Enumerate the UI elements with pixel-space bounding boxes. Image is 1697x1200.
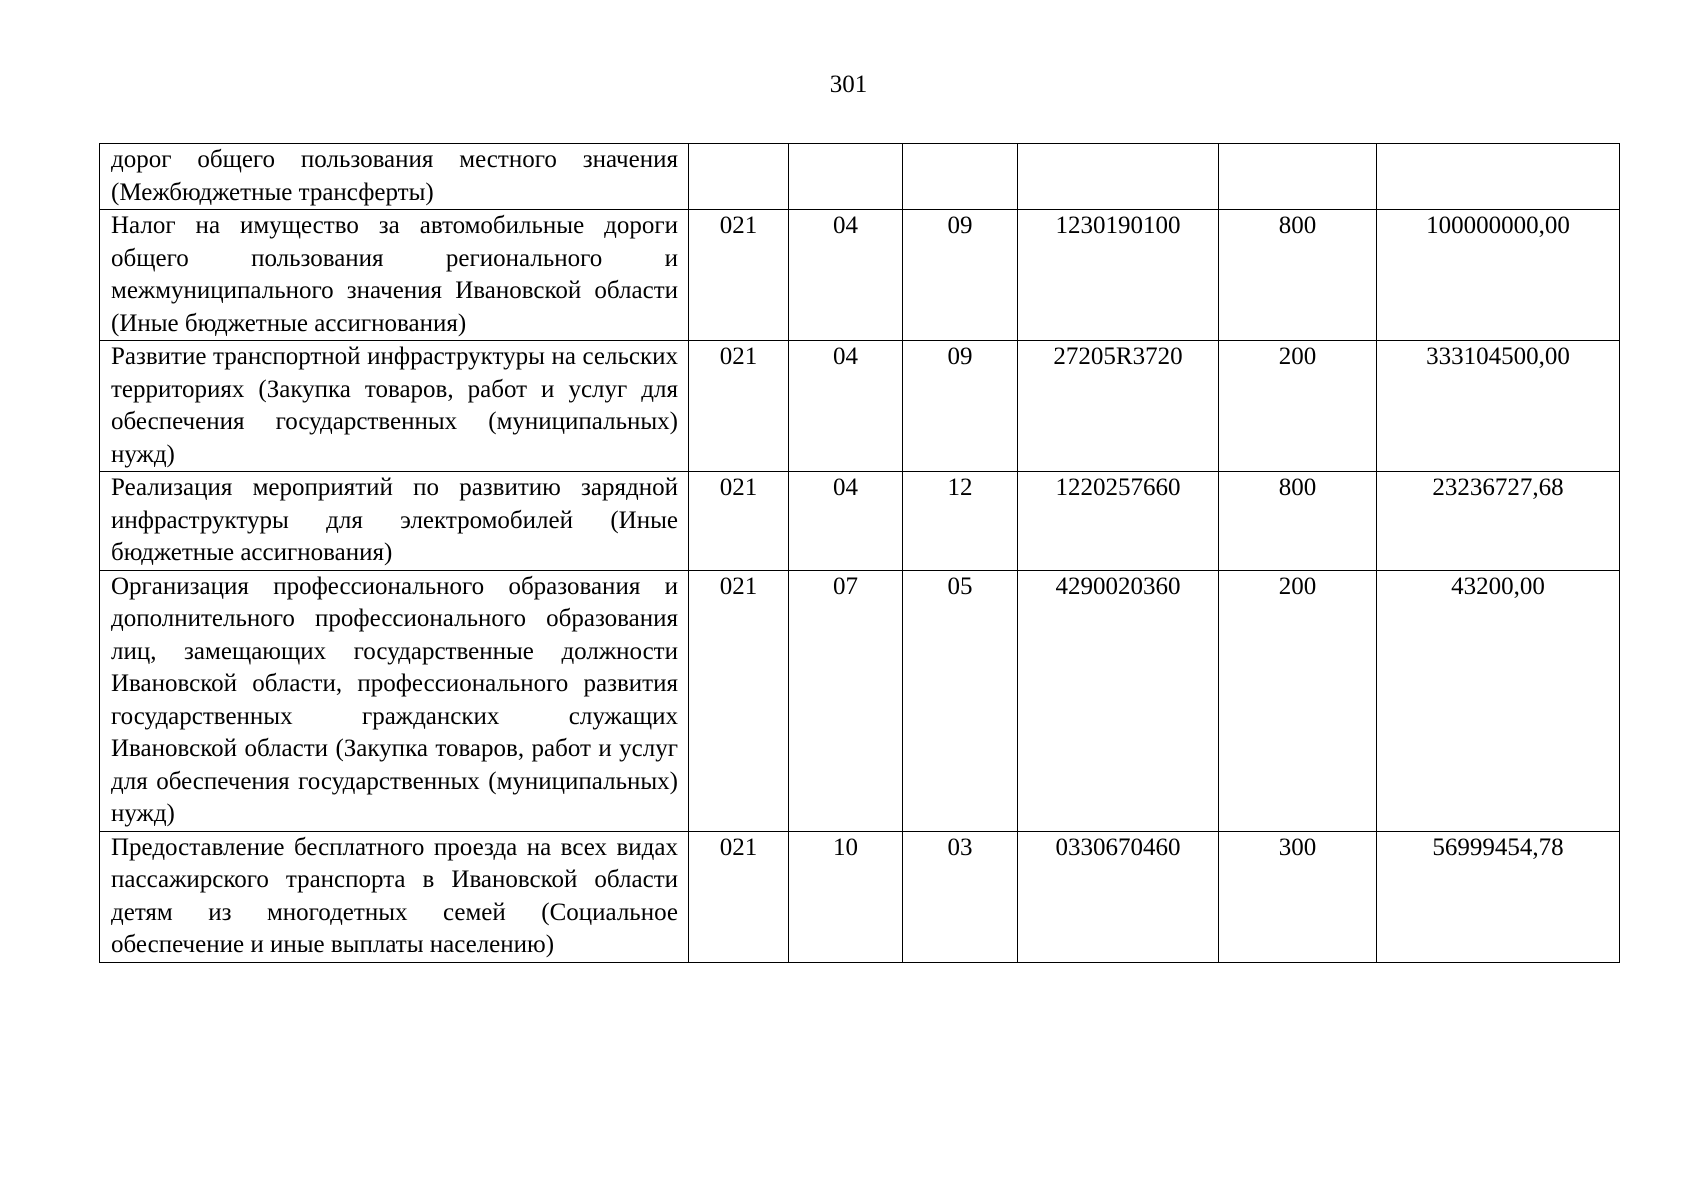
subsection-code	[903, 144, 1018, 210]
subsection-code: 09	[903, 210, 1018, 341]
table-row	[100, 472, 1620, 571]
table-row	[100, 831, 1620, 962]
subsection-code: 05	[903, 570, 1018, 831]
amount: 100000000,00	[1377, 210, 1620, 341]
subsection-code: 09	[903, 341, 1018, 472]
ministry-code: 021	[689, 210, 789, 341]
section-code: 04	[789, 341, 903, 472]
row-description: дорог общего пользования местного значения (Межбюджетные трансферты)	[100, 144, 689, 210]
budget-table	[99, 143, 1620, 963]
ministry-code: 021	[689, 341, 789, 472]
table-row	[100, 210, 1620, 341]
subsection-code: 03	[903, 831, 1018, 962]
row-description: Организация профессионального образования и дополнительного профессионального образования лиц, замещающих государственные должности Ивановской области, профессионального развития государственных гражданских служащих Ивановской области (Закупка товаров, работ и услуг для обеспечения государственных (муниципальных) нужд)	[100, 570, 689, 831]
section-code: 07	[789, 570, 903, 831]
amount: 23236727,68	[1377, 472, 1620, 571]
amount: 333104500,00	[1377, 341, 1620, 472]
target-article-code	[1018, 144, 1219, 210]
row-description: Реализация мероприятий по развитию зарядной инфраструктуры для электромобилей (Иные бюджетные ассигнования)	[100, 472, 689, 571]
expense-type-code: 200	[1219, 570, 1377, 831]
expense-type-code: 300	[1219, 831, 1377, 962]
target-article-code: 1220257660	[1018, 472, 1219, 571]
section-code: 10	[789, 831, 903, 962]
expense-type-code	[1219, 144, 1377, 210]
amount: 56999454,78	[1377, 831, 1620, 962]
table-row	[100, 570, 1620, 831]
ministry-code: 021	[689, 570, 789, 831]
amount	[1377, 144, 1620, 210]
expense-type-code: 800	[1219, 472, 1377, 571]
row-description: Налог на имущество за автомобильные дороги общего пользования регионального и межмуниципального значения Ивановской области (Иные бюджетные ассигнования)	[100, 210, 689, 341]
target-article-code: 0330670460	[1018, 831, 1219, 962]
section-code	[789, 144, 903, 210]
section-code: 04	[789, 210, 903, 341]
target-article-code: 4290020360	[1018, 570, 1219, 831]
target-article-code: 27205R3720	[1018, 341, 1219, 472]
section-code: 04	[789, 472, 903, 571]
expense-type-code: 800	[1219, 210, 1377, 341]
row-description: Предоставление бесплатного проезда на всех видах пассажирского транспорта в Ивановской области детям из многодетных семей (Социальное обеспечение и иные выплаты населению)	[100, 831, 689, 962]
table-row	[100, 144, 1620, 210]
ministry-code: 021	[689, 472, 789, 571]
row-description: Развитие транспортной инфраструктуры на сельских территориях (Закупка товаров, работ и услуг для обеспечения государственных (муниципальных) нужд)	[100, 341, 689, 472]
ministry-code: 021	[689, 831, 789, 962]
target-article-code: 1230190100	[1018, 210, 1219, 341]
ministry-code	[689, 144, 789, 210]
expense-type-code: 200	[1219, 341, 1377, 472]
page-number: 301	[829, 71, 868, 98]
subsection-code: 12	[903, 472, 1018, 571]
table-row	[100, 341, 1620, 472]
amount: 43200,00	[1377, 570, 1620, 831]
